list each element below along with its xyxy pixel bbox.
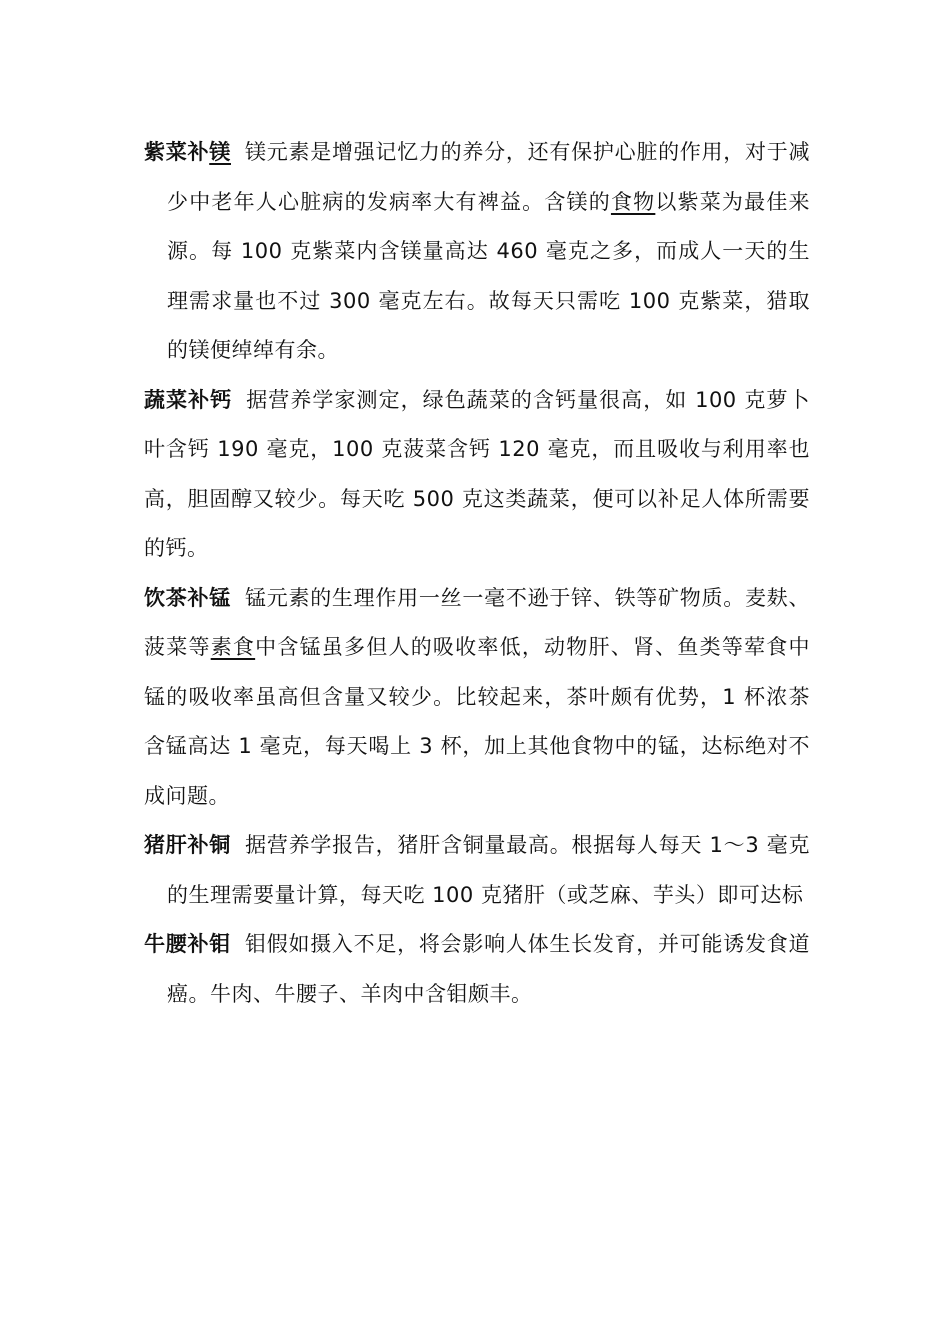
paragraph-heading: 猪肝补铜 <box>144 833 232 857</box>
paragraph-heading: 蔬菜补钙 <box>144 387 233 412</box>
heading-link[interactable]: 镁 <box>209 140 231 164</box>
food-link[interactable]: 食物 <box>610 189 656 214</box>
paragraph-vegetable-calcium: 蔬菜补钙 据营养学家测定，绿色蔬菜的含钙量很高，如 100 克萝卜叶含钙 190 毫克，100 克菠菜含钙 120 毫克，而且吸收与利用率也高，胆固醇又较少。每天吃 500 克这类蔬菜，便可以补足人体所需要的钙。 <box>144 387 811 560</box>
paragraph-seaweed-magnesium: 紫菜补镁 镁元素是增强记忆力的养分，还有保护心脏的作用，对于减少中老年人心脏病的发病率大有裨益。含镁的食物以紫菜为最佳来源。每 100 克紫菜内含镁量高达 460 毫克之多，而成人一天的生理需求量也不过 300 毫克左右。故每天只需吃 100 克紫菜，猎取的镁便绰绰有余。 <box>144 140 811 362</box>
vegetarian-food-link[interactable]: 素食 <box>210 635 256 659</box>
paragraph-heading: 饮茶补锰 <box>144 585 231 610</box>
paragraph-heading: 牛腰补钼 <box>144 932 231 956</box>
paragraph-heading: 紫菜补镁 <box>144 140 231 164</box>
paragraph-kidney-molybdenum: 牛腰补钼 钼假如摄入不足，将会影响人体生长发育，并可能诱发食道癌。牛肉、牛腰子、羊肉中含钼颇丰。 <box>144 932 811 1006</box>
paragraph-tea-manganese: 饮茶补锰 锰元素的生理作用一丝一毫不逊于锌、铁等矿物质。麦麸、菠菜等素食中含锰虽多但人的吸收率低，动物肝、肾、鱼类等荤食中锰的吸收率虽高但含量又较少。比较起来，茶叶颇有优势，1 杯浓茶含锰高达 1 毫克，每天喝上 3 杯，加上其他食物中的锰，达标绝对不成问题。 <box>144 585 811 808</box>
document-body <box>144 128 810 1019</box>
paragraph-liver-copper: 猪肝补铜 据营养学报告，猪肝含铜量最高。根据每人每天 1～3 毫克的生理需要量计算，每天吃 100 克猪肝（或芝麻、芋头）即可达标 <box>144 833 810 907</box>
